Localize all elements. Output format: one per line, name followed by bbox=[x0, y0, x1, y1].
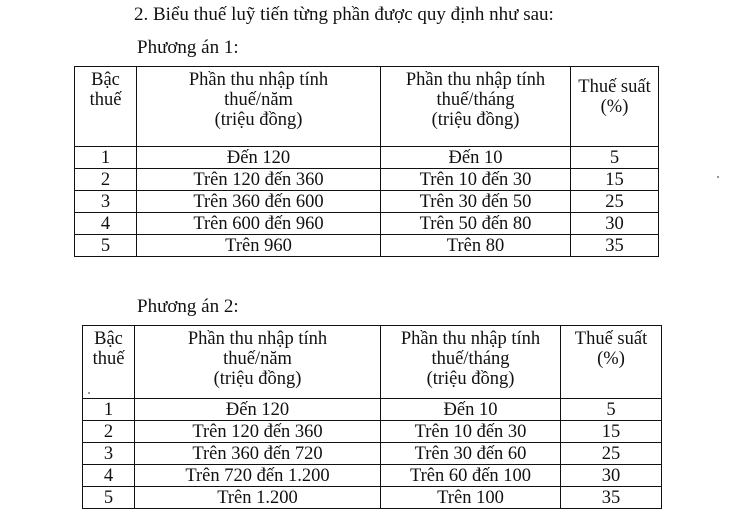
table-header-row bbox=[75, 67, 659, 147]
cell-bracket: 3 bbox=[83, 443, 135, 465]
header-line: Bậc bbox=[91, 70, 120, 90]
header-bracket bbox=[75, 67, 137, 147]
cell-rate: 15 bbox=[561, 421, 662, 443]
cell-monthly: Trên 50 đến 80 bbox=[381, 213, 571, 235]
cell-annual: Trên 120 đến 360 bbox=[135, 421, 381, 443]
cell-bracket: 1 bbox=[75, 147, 137, 169]
header-rate bbox=[571, 67, 659, 147]
header-annual bbox=[135, 326, 381, 399]
option-1-label: Phương án 1: bbox=[137, 37, 239, 58]
header-line: thuế/tháng bbox=[431, 349, 510, 369]
table-row bbox=[75, 235, 659, 257]
cell-annual: Trên 1.200 bbox=[135, 487, 381, 509]
cell-bracket: 2 bbox=[83, 421, 135, 443]
table-row bbox=[75, 191, 659, 213]
header-line: (triệu đồng) bbox=[213, 369, 302, 389]
cell-annual: Trên 600 đến 960 bbox=[137, 213, 381, 235]
cell-annual: Trên 960 bbox=[137, 235, 381, 257]
cell-bracket: 5 bbox=[75, 235, 137, 257]
header-line: thuế/năm bbox=[223, 349, 292, 369]
cell-annual: Trên 720 đến 1.200 bbox=[135, 465, 381, 487]
cell-annual: Trên 360 đến 720 bbox=[135, 443, 381, 465]
cell-bracket: 2 bbox=[75, 169, 137, 191]
table-row bbox=[75, 147, 659, 169]
scan-speck bbox=[88, 392, 90, 394]
header-line: Bậc bbox=[94, 329, 123, 349]
header-line: (triệu đồng) bbox=[431, 110, 520, 130]
section-heading: 2. Biểu thuế luỹ tiến từng phần được quy định như sau: bbox=[134, 4, 554, 25]
cell-bracket: 4 bbox=[83, 465, 135, 487]
header-line: (triệu đồng) bbox=[214, 110, 303, 130]
cell-monthly: Trên 30 đến 50 bbox=[381, 191, 571, 213]
table-row bbox=[83, 421, 662, 443]
cell-monthly: Trên 100 bbox=[381, 487, 561, 509]
header-monthly bbox=[381, 67, 571, 147]
header-line: thuế/năm bbox=[224, 90, 293, 110]
tax-table-option-2 bbox=[82, 325, 662, 509]
cell-rate: 25 bbox=[561, 443, 662, 465]
table-row bbox=[83, 465, 662, 487]
header-line: Phần thu nhập tính bbox=[188, 70, 329, 90]
header-line: thuế bbox=[92, 349, 125, 369]
cell-rate: 30 bbox=[571, 213, 659, 235]
scan-speck bbox=[717, 176, 719, 178]
cell-bracket: 5 bbox=[83, 487, 135, 509]
table-row bbox=[83, 443, 662, 465]
table-row bbox=[75, 213, 659, 235]
cell-rate: 35 bbox=[561, 487, 662, 509]
header-annual bbox=[137, 67, 381, 147]
header-line: (triệu đồng) bbox=[426, 369, 515, 389]
table-row bbox=[83, 399, 662, 421]
cell-monthly: Trên 10 đến 30 bbox=[381, 169, 571, 191]
cell-rate: 35 bbox=[571, 235, 659, 257]
table-row bbox=[75, 169, 659, 191]
cell-monthly: Trên 60 đến 100 bbox=[381, 465, 561, 487]
header-line: (%) bbox=[600, 97, 629, 117]
cell-monthly: Đến 10 bbox=[381, 147, 571, 169]
header-line: Phần thu nhập tính bbox=[187, 329, 328, 349]
header-line: (%) bbox=[597, 349, 625, 369]
header-line: Phần thu nhập tính bbox=[405, 70, 546, 90]
tax-table-option-1 bbox=[74, 66, 659, 257]
cell-bracket: 1 bbox=[83, 399, 135, 421]
cell-rate: 25 bbox=[571, 191, 659, 213]
option-2-label: Phương án 2: bbox=[137, 296, 239, 317]
cell-rate: 15 bbox=[571, 169, 659, 191]
header-line: Phần thu nhập tính bbox=[400, 329, 541, 349]
cell-monthly: Trên 80 bbox=[381, 235, 571, 257]
header-line: Thuế suất bbox=[578, 77, 651, 97]
header-bracket bbox=[83, 326, 135, 399]
cell-annual: Đến 120 bbox=[137, 147, 381, 169]
cell-monthly: Trên 10 đến 30 bbox=[381, 421, 561, 443]
table-row bbox=[83, 487, 662, 509]
cell-rate: 30 bbox=[561, 465, 662, 487]
cell-monthly: Trên 30 đến 60 bbox=[381, 443, 561, 465]
cell-annual: Trên 120 đến 360 bbox=[137, 169, 381, 191]
header-rate bbox=[561, 326, 662, 399]
cell-annual: Đến 120 bbox=[135, 399, 381, 421]
header-monthly bbox=[381, 326, 561, 399]
cell-monthly: Đến 10 bbox=[381, 399, 561, 421]
header-line: Thuế suất bbox=[574, 329, 648, 349]
cell-rate: 5 bbox=[571, 147, 659, 169]
cell-rate: 5 bbox=[561, 399, 662, 421]
header-line: thuế/tháng bbox=[436, 90, 515, 110]
table-header-row bbox=[83, 326, 662, 399]
cell-annual: Trên 360 đến 600 bbox=[137, 191, 381, 213]
cell-bracket: 3 bbox=[75, 191, 137, 213]
cell-bracket: 4 bbox=[75, 213, 137, 235]
header-line: thuế bbox=[89, 90, 122, 110]
